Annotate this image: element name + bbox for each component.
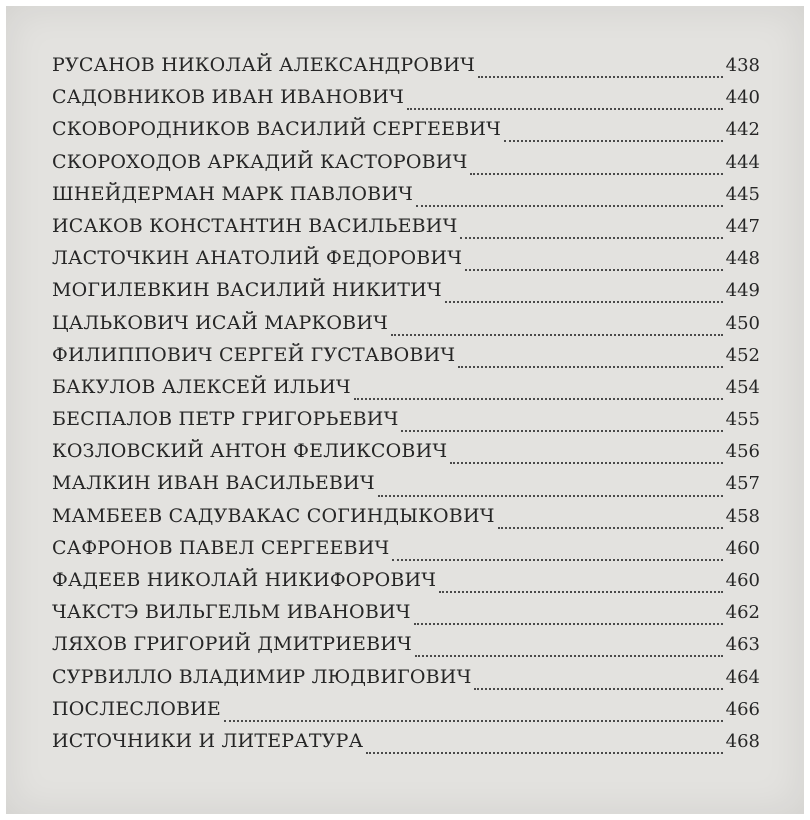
toc-entry-title: ЧАКСТЭ ВИЛЬГЕЛЬМ ИВАНОВИЧ xyxy=(52,601,411,624)
dot-leader xyxy=(445,297,723,303)
dot-leader xyxy=(415,651,723,657)
toc-entry xyxy=(52,151,760,183)
toc-entry xyxy=(52,408,760,440)
toc-entry-title: СУРВИЛЛО ВЛАДИМИР ЛЮДВИГОВИЧ xyxy=(52,665,472,688)
toc-entry-page: 462 xyxy=(725,602,760,624)
dot-leader xyxy=(498,523,723,529)
toc-entry xyxy=(52,730,760,762)
toc-entry-page: 460 xyxy=(725,537,760,559)
book-page xyxy=(6,6,804,814)
dot-leader xyxy=(465,265,723,271)
dot-leader xyxy=(460,233,722,239)
toc-entry-title: ИСАКОВ КОНСТАНТИН ВАСИЛЬЕВИЧ xyxy=(52,214,458,237)
toc-entry xyxy=(52,54,760,86)
toc-entry xyxy=(52,472,760,504)
toc-entry-title: МОГИЛЕВКИН ВАСИЛИЙ НИКИТИЧ xyxy=(52,279,442,302)
toc-entry-title: БЕСПАЛОВ ПЕТР ГРИГОРЬЕВИЧ xyxy=(52,408,399,431)
toc-entry-page: 447 xyxy=(725,215,760,237)
dot-leader xyxy=(224,716,723,722)
toc-entry xyxy=(52,118,760,150)
toc-entry xyxy=(52,505,760,537)
dot-leader xyxy=(416,201,723,207)
toc-entry-title: КОЗЛОВСКИЙ АНТОН ФЕЛИКСОВИЧ xyxy=(52,440,448,463)
table-of-contents xyxy=(52,54,760,762)
toc-entry xyxy=(52,183,760,215)
toc-entry-page: 444 xyxy=(725,151,760,173)
toc-entry-title: ИСТОЧНИКИ И ЛИТЕРАТУРА xyxy=(52,729,364,752)
toc-entry-page: 460 xyxy=(725,570,760,591)
dot-leader xyxy=(392,555,722,561)
toc-entry-title: БАКУЛОВ АЛЕКСЕЙ ИЛЬИЧ xyxy=(52,375,351,398)
toc-entry-title: РУСАНОВ НИКОЛАЙ АЛЕКСАНДРОВИЧ xyxy=(52,54,476,76)
toc-entry-page: 448 xyxy=(725,248,760,270)
dot-leader xyxy=(401,426,722,432)
dot-leader xyxy=(450,458,722,464)
dot-leader xyxy=(391,330,723,336)
toc-entry-page: 455 xyxy=(725,409,760,431)
toc-entry-page: 456 xyxy=(725,441,760,463)
toc-entry xyxy=(52,279,760,311)
toc-entry xyxy=(52,666,760,698)
toc-entry xyxy=(52,698,760,730)
toc-entry xyxy=(52,601,760,633)
dot-leader xyxy=(458,362,722,368)
toc-entry-page: 440 xyxy=(725,87,760,109)
toc-entry-page: 450 xyxy=(725,312,760,334)
toc-entry xyxy=(52,247,760,279)
dot-leader xyxy=(378,491,723,497)
toc-entry-title: СКОВОРОДНИКОВ ВАСИЛИЙ СЕРГЕЕВИЧ xyxy=(52,118,502,141)
toc-entry-page: 466 xyxy=(725,698,760,720)
toc-entry xyxy=(52,344,760,376)
toc-entry-page: 449 xyxy=(725,280,760,302)
dot-leader xyxy=(470,169,722,175)
toc-entry xyxy=(52,440,760,472)
toc-entry xyxy=(52,633,760,665)
toc-entry-title: САДОВНИКОВ ИВАН ИВАНОВИЧ xyxy=(52,86,404,109)
toc-entry-page: 468 xyxy=(725,730,760,752)
toc-entry-page: 438 xyxy=(725,55,760,76)
toc-entry xyxy=(52,86,760,118)
toc-entry-page: 442 xyxy=(725,119,760,141)
toc-entry xyxy=(52,215,760,247)
toc-entry-page: 458 xyxy=(725,505,760,527)
toc-entry-title: ФИЛИППОВИЧ СЕРГЕЙ ГУСТАВОВИЧ xyxy=(52,343,456,366)
toc-entry xyxy=(52,312,760,344)
dot-leader xyxy=(407,104,723,110)
toc-entry-page: 464 xyxy=(725,666,760,688)
toc-entry xyxy=(52,537,760,569)
dot-leader xyxy=(478,72,723,78)
toc-entry-title: ЦАЛЬКОВИЧ ИСАЙ МАРКОВИЧ xyxy=(52,311,388,334)
toc-entry xyxy=(52,376,760,408)
dot-leader xyxy=(354,394,723,400)
toc-entry-title: ПОСЛЕСЛОВИЕ xyxy=(52,697,221,720)
dot-leader xyxy=(366,748,722,754)
dot-leader xyxy=(414,619,723,625)
toc-entry-title: ФАДЕЕВ НИКОЛАЙ НИКИФОРОВИЧ xyxy=(52,569,437,591)
dot-leader xyxy=(504,136,723,142)
toc-entry xyxy=(52,569,760,601)
toc-entry-title: САФРОНОВ ПАВЕЛ СЕРГЕЕВИЧ xyxy=(52,536,390,559)
dot-leader xyxy=(474,684,722,690)
toc-entry-title: ЛАСТОЧКИН АНАТОЛИЙ ФЕДОРОВИЧ xyxy=(52,247,463,270)
toc-entry-page: 457 xyxy=(725,473,760,495)
toc-entry-page: 454 xyxy=(725,376,760,398)
toc-entry-title: ЛЯХОВ ГРИГОРИЙ ДМИТРИЕВИЧ xyxy=(52,633,412,656)
toc-entry-title: ШНЕЙДЕРМАН МАРК ПАВЛОВИЧ xyxy=(52,182,413,205)
toc-entry-page: 463 xyxy=(725,634,760,656)
toc-entry-title: МАЛКИН ИВАН ВАСИЛЬЕВИЧ xyxy=(52,472,375,495)
toc-entry-page: 445 xyxy=(725,183,760,205)
toc-entry-page: 452 xyxy=(725,344,760,366)
toc-entry-title: МАМБЕЕВ САДУВАКАС СОГИНДЫКОВИЧ xyxy=(52,504,495,527)
dot-leader xyxy=(439,587,722,593)
toc-entry-title: СКОРОХОДОВ АРКАДИЙ КАСТОРОВИЧ xyxy=(52,150,468,173)
